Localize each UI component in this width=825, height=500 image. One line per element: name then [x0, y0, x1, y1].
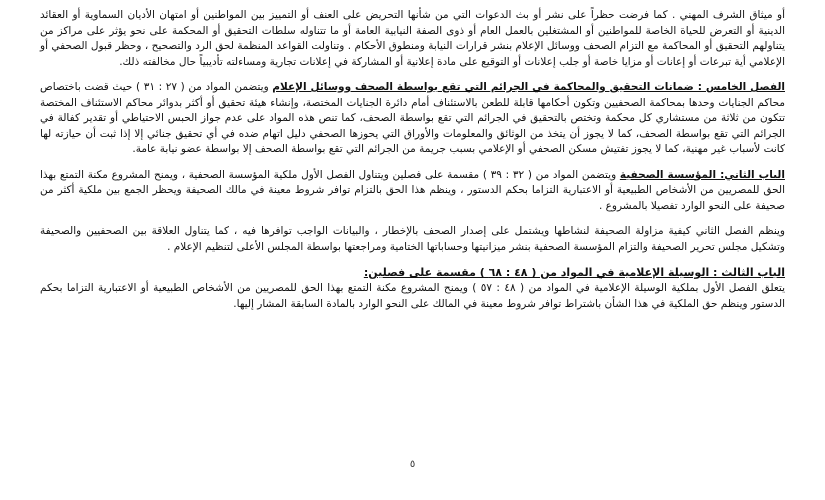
- paragraph-part-two: [40, 168, 785, 215]
- part-three-heading-text: الباب الثالث : الوسيلة الإعلامية في المواد من ( ٤٨ : ٦٨ ) مقسمة على فصلين:: [363, 266, 785, 279]
- chapter-five-body: ويتضمن المواد من ( ٢٧ : ٣١ ) حيث قضت باختصاص محاكم الجنايات وحدها بمحاكمة الصحفيين وتكون أحكامها قابلة للطعن بالاستئناف أمام دائرة الجنايات المختصة، وإنشاء هيئة تحقيق أو أكثر بدوائر محاكم الاستئناف المختصة تتكون من ثلاثة من مستشاري كل محكمة وتختص بالتحقيق في الجرائم التي تقع بواسطة الصحف، كما تنص هذه المواد على عدم جواز الحبس الاحتياطي أو تقدير كفالة في الجرائم التي تقع بواسطة الصحف، كما لا يجوز أن يتخذ من الوثائق والمعلومات والأوراق التي يحوزها الصحفي دليل اتهام ضده في أي تحقيق جنائي إلا إذا ثبت أن حيازته لها كانت لأسباب غير مهنية، كما لا يجوز تفتيش مسكن الصحفي أو الإعلامي بسبب جريمة من الجرائم التي تقع بواسطة الصحف إلا بواسطة عضو نيابة عامة.: [40, 81, 785, 155]
- part-three-heading: [40, 265, 785, 281]
- paragraph-part-three-body: يتعلق الفصل الأول بملكية الوسيلة الإعلامية في المواد من ( ٤٨ : ٥٧ ) ويمنح المشروع مكنة التمتع بهذا الحق للمصريين من الأشخاص الطبيعية أو الاعتبارية التزاما بحكم الدستور وينظم حق الملكية في هذا الشأن باشتراط توافر شروط معينة في المالك على النحو الوارد بالمادة السابقة المشار إليها.: [40, 282, 785, 310]
- part-two-heading: الباب الثاني: المؤسسة الصحفية: [619, 168, 785, 181]
- paragraph-ethics-ban: أو ميثاق الشرف المهني . كما فرضت حظراً على نشر أو بث الدعوات التي من شأنها التحريض على العنف أو التمييز بين المواطنين أو امتهان الأديان السماوية أو العقائد الدينية أو التعرض للحياة الخاصة للمواطنين أو المشتغلين بالعمل العام أو ذوى الصفة النيابية العامة أو ما تتناوله سلطات التحقيق أو المحكمة على نحو يؤثر على مراكز من يتناولهم التحقيق أو المحاكمة مع التزام الصحف ووسائل الإعلام بنشر قرارات النيابة ومنطوق الأحكام . وتناولت القواعد المنظمة لحق الرد والتصحيح ، وحظر قبول الصحفي أو الإعلامي أية تبرعات أو إعانات أو مزايا خاصة أو جلب إعلانات أو التوقيع على مادة إعلانية أو المشاركة في إعلانات تجارية ومساءلته تأديبياً حال مخالفته ذلك.: [40, 9, 785, 68]
- paragraph-chapter-two-press: وينظم الفصل الثاني كيفية مزاولة الصحيفة لنشاطها ويشتمل على إصدار الصحف بالإخطار ، والبيانات الواجب توافرها فيه ، كما يتناول العلاقة بين الصحفيين والصحيفة وتشكيل مجلس تحرير الصحيفة والتزام المؤسسة الصحفية بنشر ميزانيتها وحساباتها الختامية ومراجعتها بواسطة المجلس الأعلى لتنظيم الإعلام .: [40, 225, 785, 253]
- paragraph-chapter-five: [40, 80, 785, 158]
- page-number: ٥: [409, 459, 416, 470]
- part-two-body: ويتضمن المواد من ( ٣٢ : ٣٩ ) مقسمة على فصلين ويتناول الفصل الأول ملكية المؤسسة الصحفية ، ويمنح المشروع مكنة التمتع بهذا الحق للمصريين من الأشخاص الطبيعية أو الاعتبارية التزاما بحكم الدستور ، وينظم هذا الحق بالتزام توافر شروط معينة في مالك الصحيفة ويحظر الجمع بين ملكية أكثر من صحيفة على النحو الوارد تفصيلا بالمشروع .: [40, 168, 785, 212]
- chapter-five-heading: الفصل الخامس : ضمانات التحقيق والمحاكمة في الجرائم التي تقع بواسطة الصحف ووسائل الإعلام: [272, 81, 785, 93]
